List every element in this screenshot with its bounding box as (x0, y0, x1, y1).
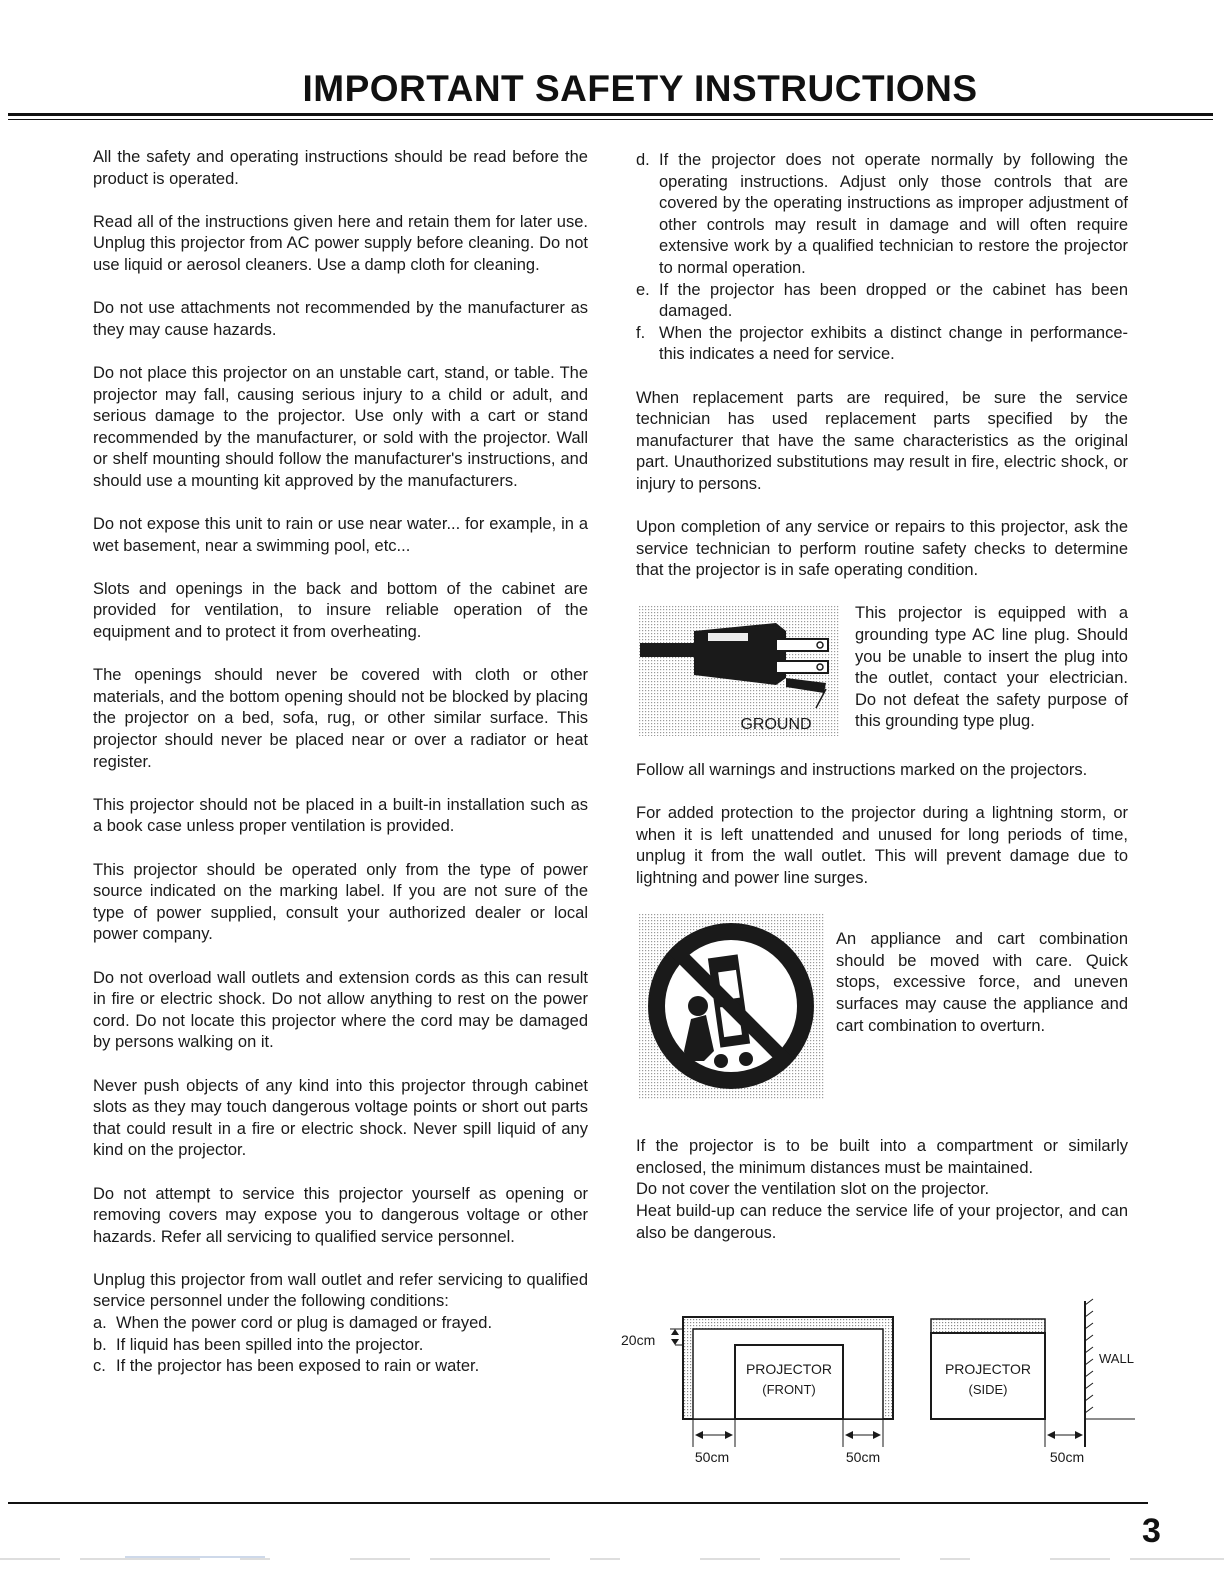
side-projector-label: PROJECTOR (944, 1361, 1032, 1377)
grounding-text: This projector is equipped with a grounding type AC line plug. Should you be unable to insert the plug into the outlet, contact your electrician. Do not defeat the safety purpose of this grounding type plug. (855, 604, 1128, 731)
paragraph: Follow all warnings and instructions marked on the projectors. (636, 761, 1088, 780)
list-item (93, 1313, 588, 1335)
list-label: b. (93, 1335, 107, 1354)
paragraph: Upon completion of any service or repairs to this projector, ask the service technician to perform routine safety checks to determine that the projector is in safe operating condition. (636, 518, 1128, 580)
list-label: a. (93, 1314, 107, 1333)
list-text: If the projector has been exposed to rain or water. (116, 1357, 480, 1376)
list-text: When the power cord or plug is damaged or frayed. (116, 1314, 493, 1333)
side-clearance-label: 50cm (1049, 1449, 1085, 1465)
front-projector-label: PROJECTOR (745, 1361, 833, 1377)
paragraph: Do not attempt to service this projector yourself as opening or removing covers may expose you to dangerous voltage or other hazards. Refer all servicing to qualified service personnel. (93, 1184, 588, 1246)
list-text: If the projector does not operate normally by following the operating instructions. Adjust only those controls that are covered by the operating instructions as improper adjustment of other controls may result in damage and will often require extensive work by a qualified technician to restore the projector to normal operation. (659, 151, 1128, 277)
paragraph: When replacement parts are required, be sure the service technician has used replacement parts specified by the manufacturer that have the same characteristics as the original part. Unauthorized substitutions may result in fire, electric shock, or injury to persons. (636, 388, 1128, 493)
top-clearance-label: 20cm (621, 1332, 656, 1348)
paragraph: Do not place this projector on an unstable cart, stand, or table. The projector may fall, causing serious injury to a child or adult, and serious damage to the projector. Use only with a cart or stand recommended by the manufacturer, or sold with the projector. Wall or shelf mounting should follow the manufacturer's instructions, and should use a mounting kit approved by the manufacturers. (93, 363, 588, 490)
paragraph-line: Do not cover the ventilation slot on the projector. (636, 1180, 990, 1199)
list-item (93, 1356, 588, 1378)
conditions-list-continued (636, 150, 1128, 366)
paragraph: For added protection to the projector during a lightning storm, or when it is left unattended and unused for long periods of time, unplug it from the wall outlet. This will prevent damage due to lightning and power line surges. (636, 804, 1128, 888)
paragraph: The openings should never be covered with cloth or other materials, and the bottom opening should not be blocked by placing the projector on a bed, sofa, rug, or other similar surface. This projector should never be placed near or over a radiator or heat register. (93, 666, 588, 771)
paragraph: Slots and openings in the back and bottom of the cabinet are provided for ventilation, to insure reliable operation of the equipment and to protect it from overheating. (93, 579, 588, 642)
wall-label: WALL (1099, 1351, 1134, 1366)
grounding-section (636, 603, 1128, 738)
list-label: e. (636, 280, 650, 299)
paragraph: All the safety and operating instructions should be read before the product is operated. (93, 148, 588, 188)
list-label: c. (93, 1357, 106, 1376)
title-rule (8, 113, 1213, 116)
front-left-clearance-label: 50cm (694, 1449, 730, 1465)
left-column (93, 147, 588, 1399)
list-text: When the projector exhibits a distinct change in performance-this indicates a need for service. (659, 323, 1128, 364)
right-column (636, 150, 1128, 1244)
scan-edge-lines (0, 1555, 1224, 1565)
compartment-instructions (636, 1136, 1128, 1244)
front-view (621, 1317, 893, 1465)
paragraph: Do not expose this unit to rain or use near water... for example, in a wet basement, near a swimming pool, etc... (93, 515, 588, 555)
list-text: If the projector has been dropped or the cabinet has been damaged. (659, 280, 1128, 321)
list-item (636, 323, 1128, 366)
paragraph: Do not use attachments not recommended by the manufacturer as they may cause hazards. (93, 299, 588, 339)
list-text: If liquid has been spilled into the projector. (116, 1335, 424, 1354)
ventilation-clearance-diagram (615, 1295, 1145, 1475)
page-title: IMPORTANT SAFETY INSTRUCTIONS (302, 68, 978, 109)
ground-label: GROUND (740, 716, 812, 734)
cart-warning-section (636, 911, 1128, 1101)
paragraph-line: If the projector is to be built into a compartment or similarly enclosed, the minimum distances must be maintained. (636, 1137, 1128, 1177)
side-projector-sublabel: (SIDE) (968, 1382, 1008, 1397)
paragraph-line: Heat build-up can reduce the service life of your projector, and can also be dangerous. (636, 1202, 1128, 1242)
title-rule-thin (8, 119, 1213, 120)
page-number: 3 (1142, 1512, 1161, 1550)
paragraph: Never push objects of any kind into this projector through cabinet slots as they may touch dangerous voltage points or short out parts that could result in a fire or electric shock. Never spill liquid of any kind on the projector. (93, 1076, 588, 1160)
list-item (93, 1335, 588, 1357)
list-label: d. (636, 151, 650, 169)
paragraph: This projector should be operated only from the type of power source indicated on the marking label. If you are not sure of the type of power supplied, consult your authorized dealer or local power company. (93, 860, 588, 944)
front-projector-sublabel: (FRONT) (762, 1382, 816, 1397)
footer-rule (8, 1502, 1148, 1504)
cart-warning-text: An appliance and cart combination should be moved with care. Quick stops, excessive force, and uneven surfaces may cause the appliance and cart combination to overturn. (836, 930, 1128, 1035)
paragraph: This projector should not be placed in a built-in installation such as a book case unless proper ventilation is provided. (93, 795, 588, 836)
paragraph: Unplug this projector from wall outlet and refer servicing to qualified service personnel under the following conditions: (93, 1270, 588, 1311)
paragraph: Read all of the instructions given here and retain them for later use. Unplug this projector from AC power supply before cleaning. Do not use liquid or aerosol cleaners. Use a damp cloth for cleaning. (93, 212, 588, 274)
front-right-clearance-label: 50cm (845, 1449, 881, 1465)
cart-tipover-warning-icon (636, 911, 826, 1101)
list-label: f. (636, 323, 646, 342)
conditions-list (93, 1313, 588, 1378)
grounding-plug-illustration (636, 603, 841, 738)
side-view (931, 1299, 1135, 1465)
list-item (636, 280, 1128, 323)
paragraph: Do not overload wall outlets and extension cords as this can result in fire or electric shock. Do not allow anything to rest on the power cord. Do not locate this projector where the cord may be damaged by persons walking on it. (93, 968, 588, 1052)
list-item (636, 150, 1128, 280)
